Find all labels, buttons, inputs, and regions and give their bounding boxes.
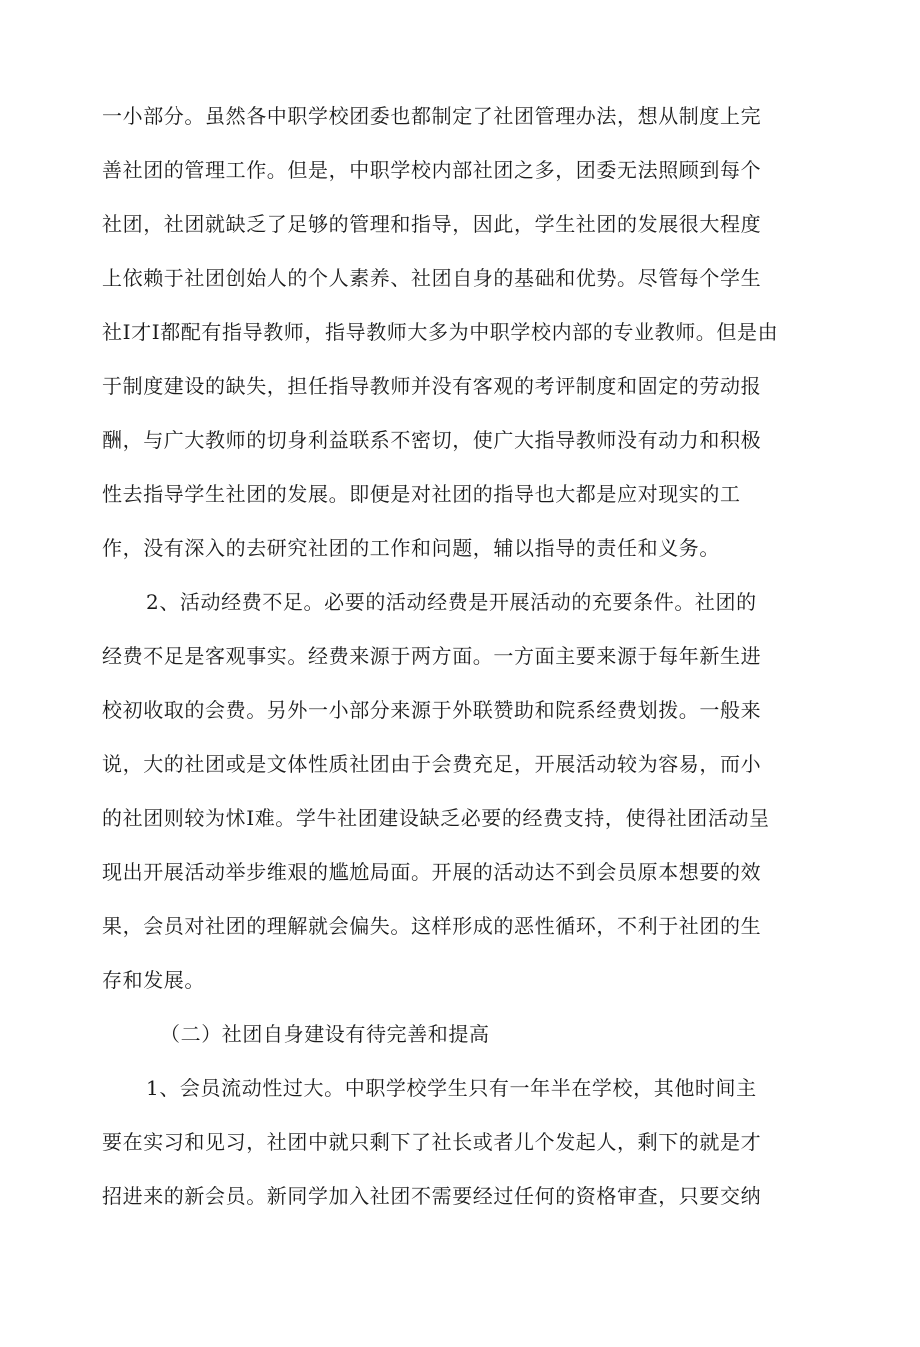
text-line: 酬，与广大教师的切身利益联系不密切，使广大指导教师没有动力和积极 xyxy=(102,428,762,452)
text-line: 说，大的社团或是文体性质社团由于会费充足，开展活动较为容易，而小 xyxy=(102,752,762,776)
text-line: 存和发展。 xyxy=(102,968,205,992)
text-line: 社I才I都配有指导教师，指导教师大多为中职学校内部的专业教师。但是由 xyxy=(102,320,779,344)
text-line: 善社团的管理工作。但是，中职学校内部社团之多，团委无法照顾到每个 xyxy=(102,158,762,182)
section-heading: （二）社团自身建设有待完善和提高 xyxy=(160,1022,490,1046)
text-line: 作，没有深入的去研究社团的工作和问题，辅以指导的责任和义务。 xyxy=(102,536,720,560)
text-line: 上依赖于社团创始人的个人素养、社团自身的基础和优势。尽管每个学生 xyxy=(102,266,762,290)
text-line: 招进来的新会员。新同学加入社团不需要经过任何的资格审查，只要交纳 xyxy=(102,1184,762,1208)
text-line: 社团，社团就缺乏了足够的管理和指导，因此，学生社团的发展很大程度 xyxy=(102,212,762,236)
text-line: 一小部分。虽然各中职学校团委也都制定了社团管理办法，想从制度上完 xyxy=(102,104,762,128)
text-line: 于制度建设的缺失，担任指导教师并没有客观的考评制度和固定的劳动报 xyxy=(102,374,762,398)
text-line: 2、活动经费不足。必要的活动经费是开展活动的充要条件。社团的 xyxy=(146,590,757,614)
text-line: 经费不足是客观事实。经费来源于两方面。一方面主要来源于每年新生进 xyxy=(102,644,762,668)
text-line: 果，会员对社团的理解就会偏失。这样形成的恶性循环，不利于社团的生 xyxy=(102,914,762,938)
text-line: 性去指导学生社团的发展。即便是对社团的指导也大都是应对现实的工 xyxy=(102,482,741,506)
text-line: 要在实习和见习，社团中就只剩下了社长或者儿个发起人，剩下的就是才 xyxy=(102,1130,762,1154)
text-line: 校初收取的会费。另外一小部分来源于外联赞助和院系经费划拨。一般来 xyxy=(102,698,762,722)
text-line: 的社团则较为怵I难。学牛社团建设缺乏必要的经费支持，使得社团活动呈 xyxy=(102,806,770,830)
text-line: 1、会员流动性过大。中职学校学生只有一年半在学校，其他时间主 xyxy=(146,1076,757,1100)
text-line: 现出开展活动举步维艰的尴尬局面。开展的活动达不到会员原本想要的效 xyxy=(102,860,762,884)
